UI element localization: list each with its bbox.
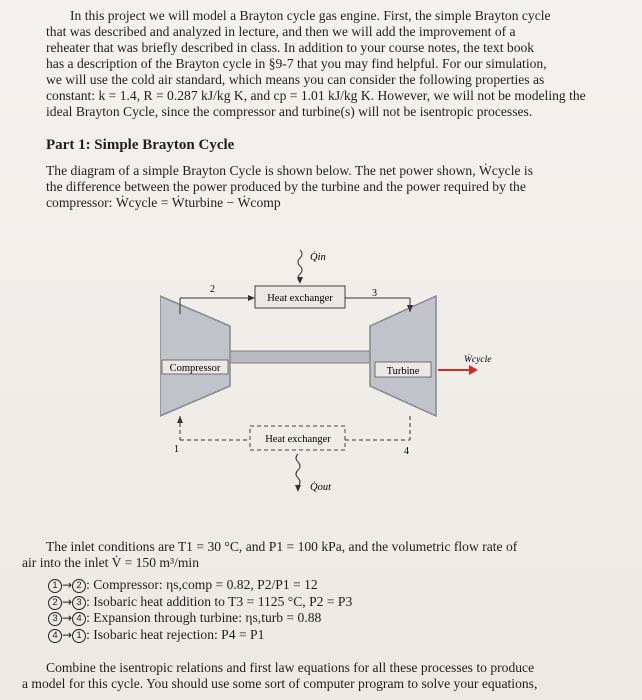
part1-line: The diagram of a simple Brayton Cycle is shown below. The net power shown, Ẇcycle is [46, 163, 533, 178]
process-step [48, 610, 352, 627]
state-circle: 3 [48, 612, 62, 626]
intro-line: has a description of the Brayton cycle in §9-7 that you may find helpful. For our simulation, [46, 56, 547, 71]
conditions-paragraph [22, 539, 622, 571]
right-arrow-icon: → [62, 594, 73, 609]
process-steps [48, 577, 352, 643]
state-circle: 1 [48, 579, 62, 593]
right-arrow-icon: → [62, 578, 73, 592]
step-text: : Compressor: ηs,comp = 0.82, P2/P1 = 12 [86, 577, 318, 592]
process-step [48, 594, 352, 611]
intro-line: reheater that was briefly described in class. In addition to your course notes, the text book [46, 40, 535, 55]
turbine-label: Turbine [386, 366, 420, 377]
state-2-label: 2 [210, 284, 215, 295]
part1-line: compressor: Ẇcycle = Ẇturbine − Ẇcomp [46, 195, 281, 210]
conditions-line: air into the inlet V̇ = 150 m³/min [22, 555, 199, 570]
state-circle: 2 [72, 579, 86, 593]
step-text: : Expansion through turbine: ηs,turb = 0.88 [86, 610, 322, 625]
right-arrow-icon: → [62, 627, 73, 642]
q-out-arrowhead [295, 485, 301, 492]
intro-line: ideal Brayton Cycle, since the compressor and turbine(s) will not be isentropic processes. [46, 104, 533, 119]
q-in-label: Q̇in [310, 252, 326, 263]
closing-line: Combine the isentropic relations and first law equations for all these processes to produce [46, 660, 535, 675]
step-text: : Isobaric heat addition to T3 = 1125 °C, P2 = P3 [86, 593, 353, 609]
q-out-arrow [296, 454, 300, 486]
conditions-line: The inlet conditions are T1 = 30 °C, and P1 = 100 kPa, and the volumetric flow rate of [46, 539, 518, 554]
closing-line: a model for this cycle. You should use some sort of computer program to solve your equations, [22, 676, 538, 691]
step-text: : Isobaric heat rejection: P4 = P1 [86, 626, 265, 642]
compressor-body [160, 296, 230, 416]
intro-line: In this project we will model a Brayton cycle gas engine. First, the simple Brayton cycle [70, 8, 551, 23]
state-3-label: 3 [372, 288, 377, 299]
process-step [48, 577, 352, 594]
intro-line: that was described and analyzed in lecture, and then we will add the improvement of a [46, 24, 516, 39]
intro-line: constant: k = 1.4, R = 0.287 kJ/kg K, and cp = 1.01 kJ/kg K. However, we will not be modeling the [46, 88, 586, 103]
state-circle: 4 [48, 629, 62, 643]
shaft [230, 351, 390, 363]
q-out-label: Q̇out [310, 482, 331, 493]
right-arrow-icon: → [62, 611, 73, 625]
state-4-label: 4 [404, 446, 409, 457]
w-cycle-label: Ẇcycle [464, 355, 492, 365]
heat-exchanger-bottom-label: Heat exchanger [265, 434, 331, 445]
intro-line: we will use the cold air standard, which means you can consider the following properties as [46, 72, 545, 87]
turbine-body [370, 296, 436, 416]
part1-line: the difference between the power produced by the turbine and the power required by the [46, 179, 526, 194]
part1-paragraph [46, 163, 618, 211]
process-step [48, 627, 352, 644]
state-circle: 2 [48, 596, 62, 610]
flow-arrow-1 [177, 416, 183, 423]
w-cycle-arrowhead [469, 365, 478, 375]
heat-exchanger-top-label: Heat exchanger [267, 293, 333, 304]
state-circle: 4 [72, 612, 86, 626]
q-in-arrowhead [297, 277, 303, 284]
state-circle: 3 [72, 596, 86, 610]
compressor-label: Compressor [169, 363, 221, 374]
flow-arrow-2 [248, 295, 255, 301]
intro-paragraph [46, 8, 618, 120]
closing-paragraph [22, 660, 622, 692]
state-circle: 1 [72, 629, 86, 643]
part1-heading: Part 1: Simple Brayton Cycle [46, 137, 235, 153]
state-1-label: 1 [174, 444, 179, 455]
brayton-cycle-diagram [160, 226, 500, 516]
